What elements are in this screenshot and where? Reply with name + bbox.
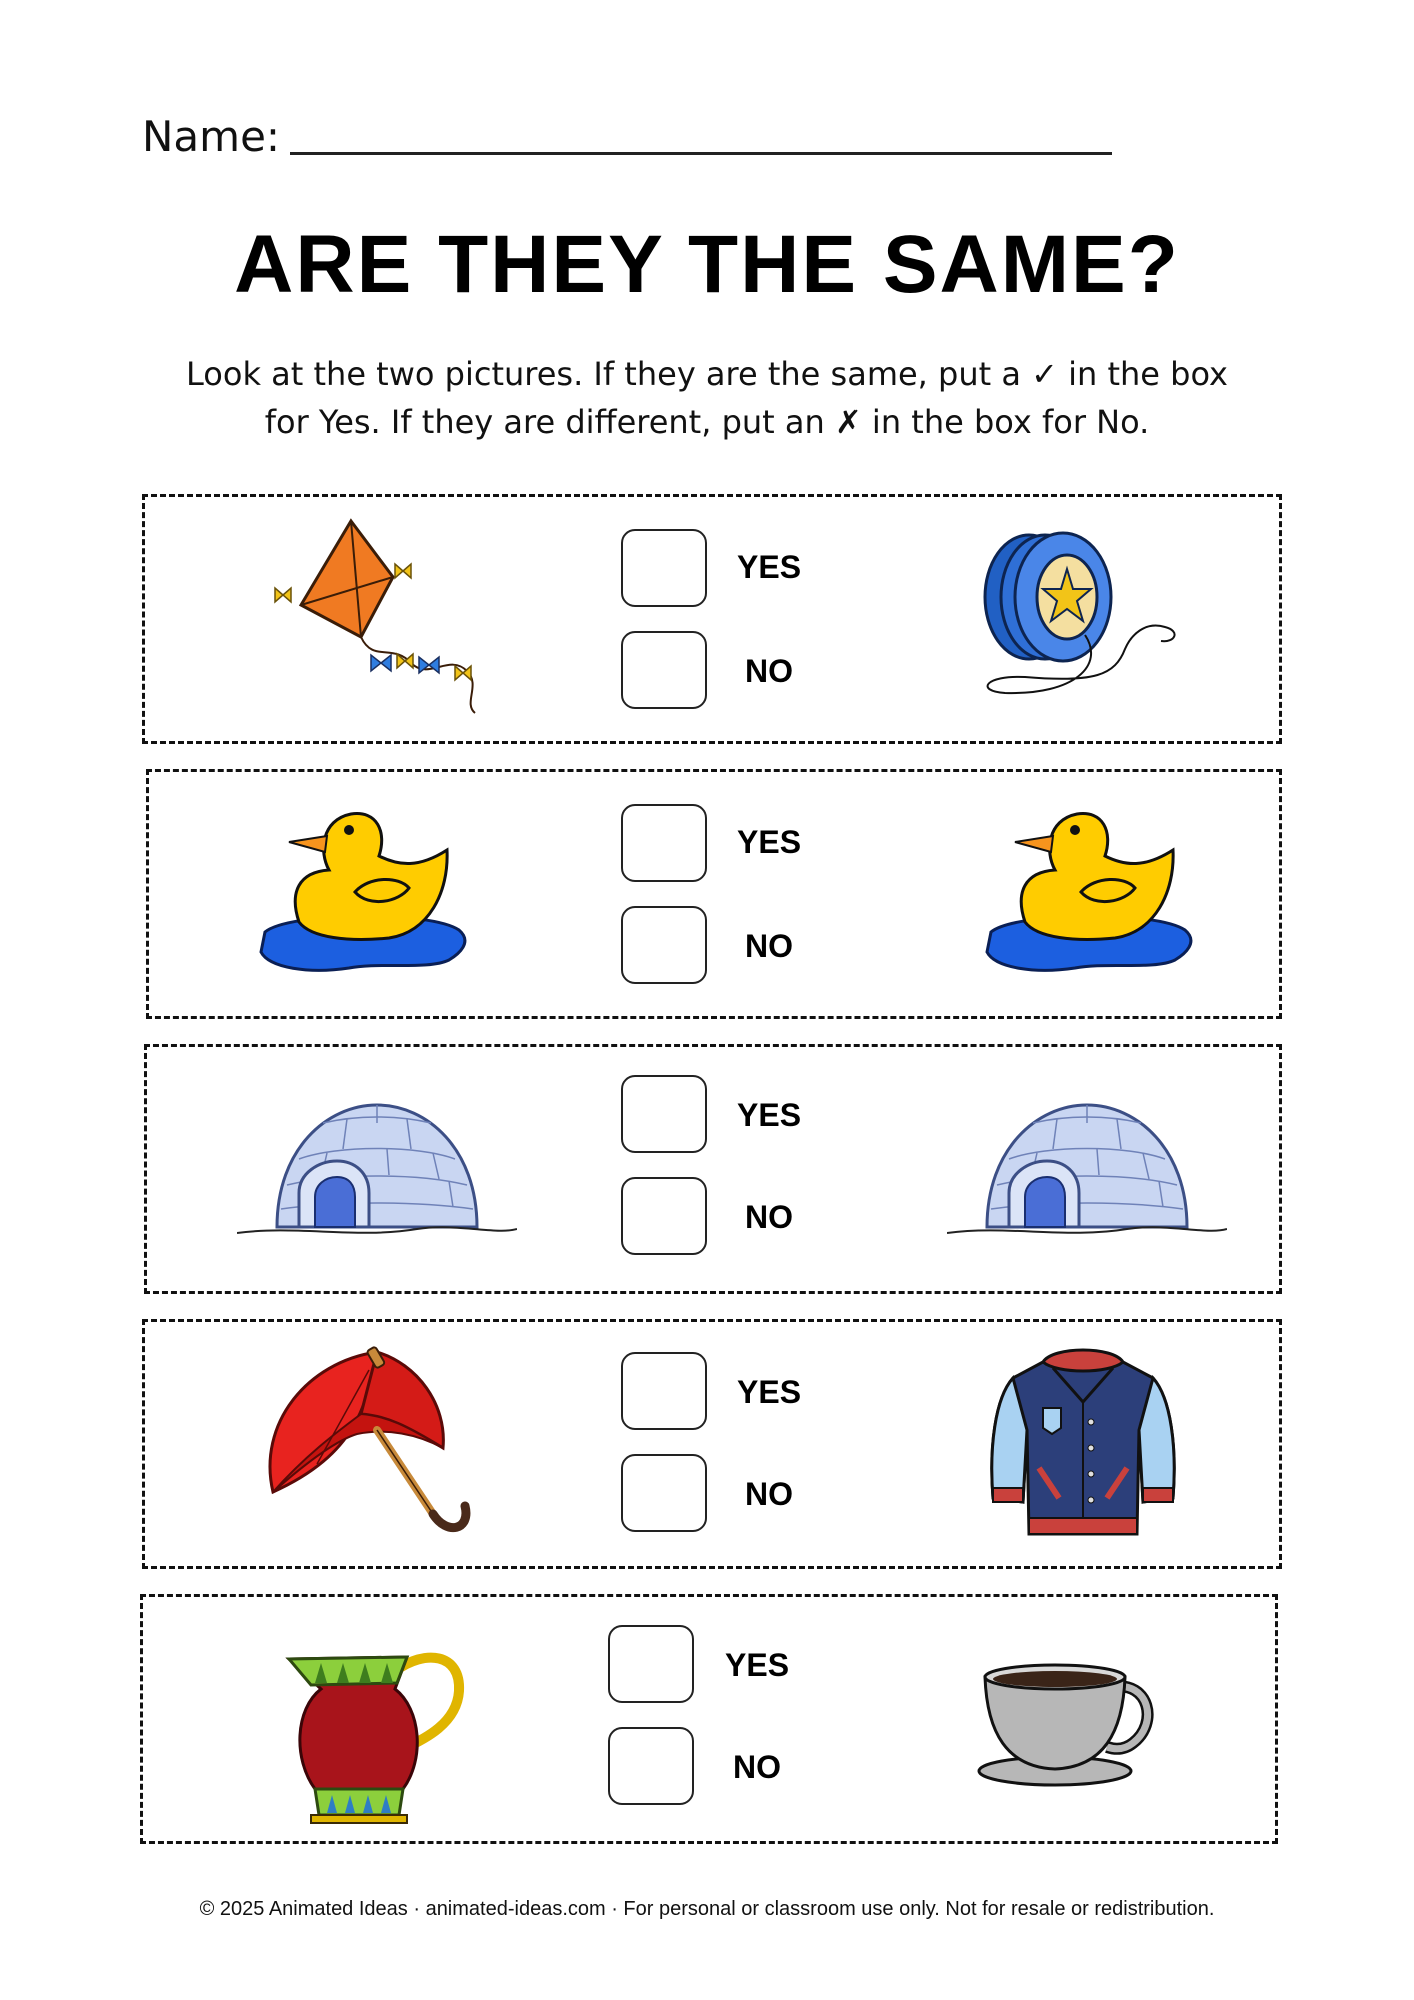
- yes-label: YES: [737, 549, 802, 585]
- no-checkbox[interactable]: [621, 1177, 707, 1255]
- instructions-text-2: in the box: [1068, 355, 1228, 393]
- question-row-3: [144, 1044, 1282, 1294]
- no-label: NO: [745, 928, 793, 964]
- no-label: NO: [745, 1476, 793, 1512]
- yes-checkbox[interactable]: [621, 1075, 707, 1153]
- no-label: NO: [733, 1749, 781, 1785]
- no-checkbox[interactable]: [621, 631, 707, 709]
- instructions-text-1: Look at the two pictures. If they are the same, put a: [186, 355, 1021, 393]
- no-label: NO: [745, 1199, 793, 1235]
- instructions-text-3: for Yes. If they are different, put an: [264, 403, 825, 441]
- instructions-text-4: in the box for No.: [871, 403, 1150, 441]
- igloo-icon: [947, 1089, 1227, 1259]
- yes-label: YES: [737, 824, 802, 860]
- question-row-1: [142, 494, 1282, 744]
- no-checkbox[interactable]: [621, 1454, 707, 1532]
- no-checkbox[interactable]: [621, 906, 707, 984]
- kite-icon: [253, 513, 503, 733]
- yoyo-icon: [965, 525, 1195, 725]
- duck-icon: [985, 792, 1205, 1002]
- question-row-2: [146, 769, 1282, 1019]
- cup-icon: [973, 1653, 1173, 1803]
- check-icon: ✓: [1031, 355, 1058, 393]
- question-row-5: [140, 1594, 1278, 1844]
- yes-checkbox[interactable]: [608, 1625, 694, 1703]
- no-checkbox[interactable]: [608, 1727, 694, 1805]
- umbrella-icon: [257, 1344, 477, 1554]
- no-label: NO: [745, 653, 793, 689]
- name-underline[interactable]: [290, 152, 1112, 155]
- jug-icon: [275, 1639, 475, 1829]
- cross-icon: ✗: [834, 403, 862, 441]
- yes-checkbox[interactable]: [621, 529, 707, 607]
- yes-label: YES: [737, 1097, 802, 1133]
- name-field[interactable]: [142, 112, 1112, 161]
- name-label: Name:: [142, 112, 281, 161]
- duck-icon: [259, 792, 479, 1002]
- yes-label: YES: [737, 1374, 802, 1410]
- yes-label: YES: [725, 1647, 790, 1683]
- instructions: [80, 350, 1334, 446]
- jacket-icon: [983, 1338, 1183, 1548]
- copyright-footer: © 2025 Animated Ideas · animated-ideas.com · For personal or classroom use only. Not for resale or redistribution.: [199, 1898, 1215, 1920]
- yes-checkbox[interactable]: [621, 804, 707, 882]
- yes-checkbox[interactable]: [621, 1352, 707, 1430]
- worksheet-title: ARE THEY THE SAME?: [234, 219, 1180, 310]
- question-row-4: [142, 1319, 1282, 1569]
- igloo-icon: [237, 1089, 517, 1259]
